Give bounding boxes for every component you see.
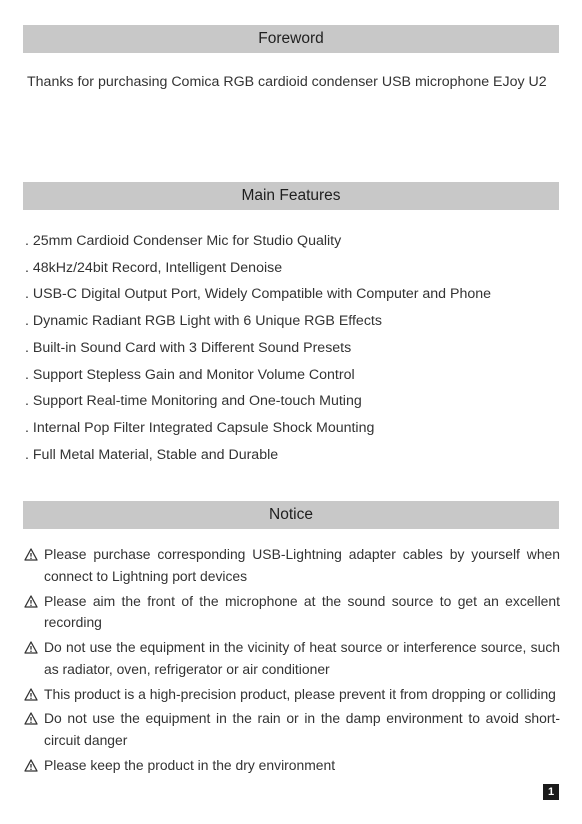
feature-item: . 25mm Cardioid Condenser Mic for Studio Quality — [25, 233, 342, 249]
feature-item: . Support Real-time Monitoring and One-touch Muting — [25, 393, 362, 410]
notice-text: Please keep the product in the dry environment — [44, 756, 336, 773]
notice-item — [24, 591, 560, 635]
feature-item: . Support Stepless Gain and Monitor Volume Control — [25, 366, 355, 383]
feature-item: . Full Metal Material, Stable and Durable — [25, 446, 279, 463]
main-features-heading: Main Features — [23, 182, 559, 210]
notice-text: Do not use the equipment in the vicinity of heat source or interference source, such as radiator, oven, refrigerator or air conditioner — [44, 639, 560, 677]
notice-item — [24, 544, 560, 588]
feature-item: . USB-C Digital Output Port, Widely Compatible with Computer and Phone — [25, 286, 492, 303]
notice-text: Please aim the front of the microphone at the sound source to get an excellent recording — [44, 592, 560, 631]
feature-item: . Internal Pop Filter Integrated Capsule Shock Mounting — [25, 419, 375, 436]
warning-triangle-icon — [24, 759, 38, 772]
feature-item: . Built-in Sound Card with 3 Different Sound Presets — [25, 339, 352, 356]
notice-text: This product is a high-precision product, please prevent it from dropping or colliding — [44, 685, 556, 702]
warning-triangle-icon — [24, 548, 38, 561]
notice-text: Please purchase corresponding USB-Lightning adapter cables by yourself when connect to Lightning port devices — [44, 546, 560, 584]
feature-item: . 48kHz/24bit Record, Intelligent Denoise — [25, 259, 283, 276]
features-list — [25, 228, 491, 468]
feature-item: . Dynamic Radiant RGB Light with 6 Unique RGB Effects — [25, 313, 382, 330]
warning-triangle-icon — [24, 595, 38, 608]
foreword-text: Thanks for purchasing Comica RGB cardioid condenser USB microphone EJoy U2 — [27, 74, 547, 90]
notice-heading: Notice — [23, 501, 559, 529]
notice-text: Do not use the equipment in the rain or in the damp environment to avoid short-circuit danger — [44, 710, 560, 748]
page-number: 1 — [543, 784, 559, 800]
notice-list — [24, 544, 560, 779]
notice-item — [24, 708, 560, 752]
warning-triangle-icon — [24, 712, 38, 725]
foreword-heading: Foreword — [23, 25, 559, 53]
notice-item — [24, 637, 560, 681]
warning-triangle-icon — [24, 688, 38, 701]
warning-triangle-icon — [24, 641, 38, 654]
notice-item — [24, 684, 560, 706]
notice-item — [24, 755, 560, 777]
